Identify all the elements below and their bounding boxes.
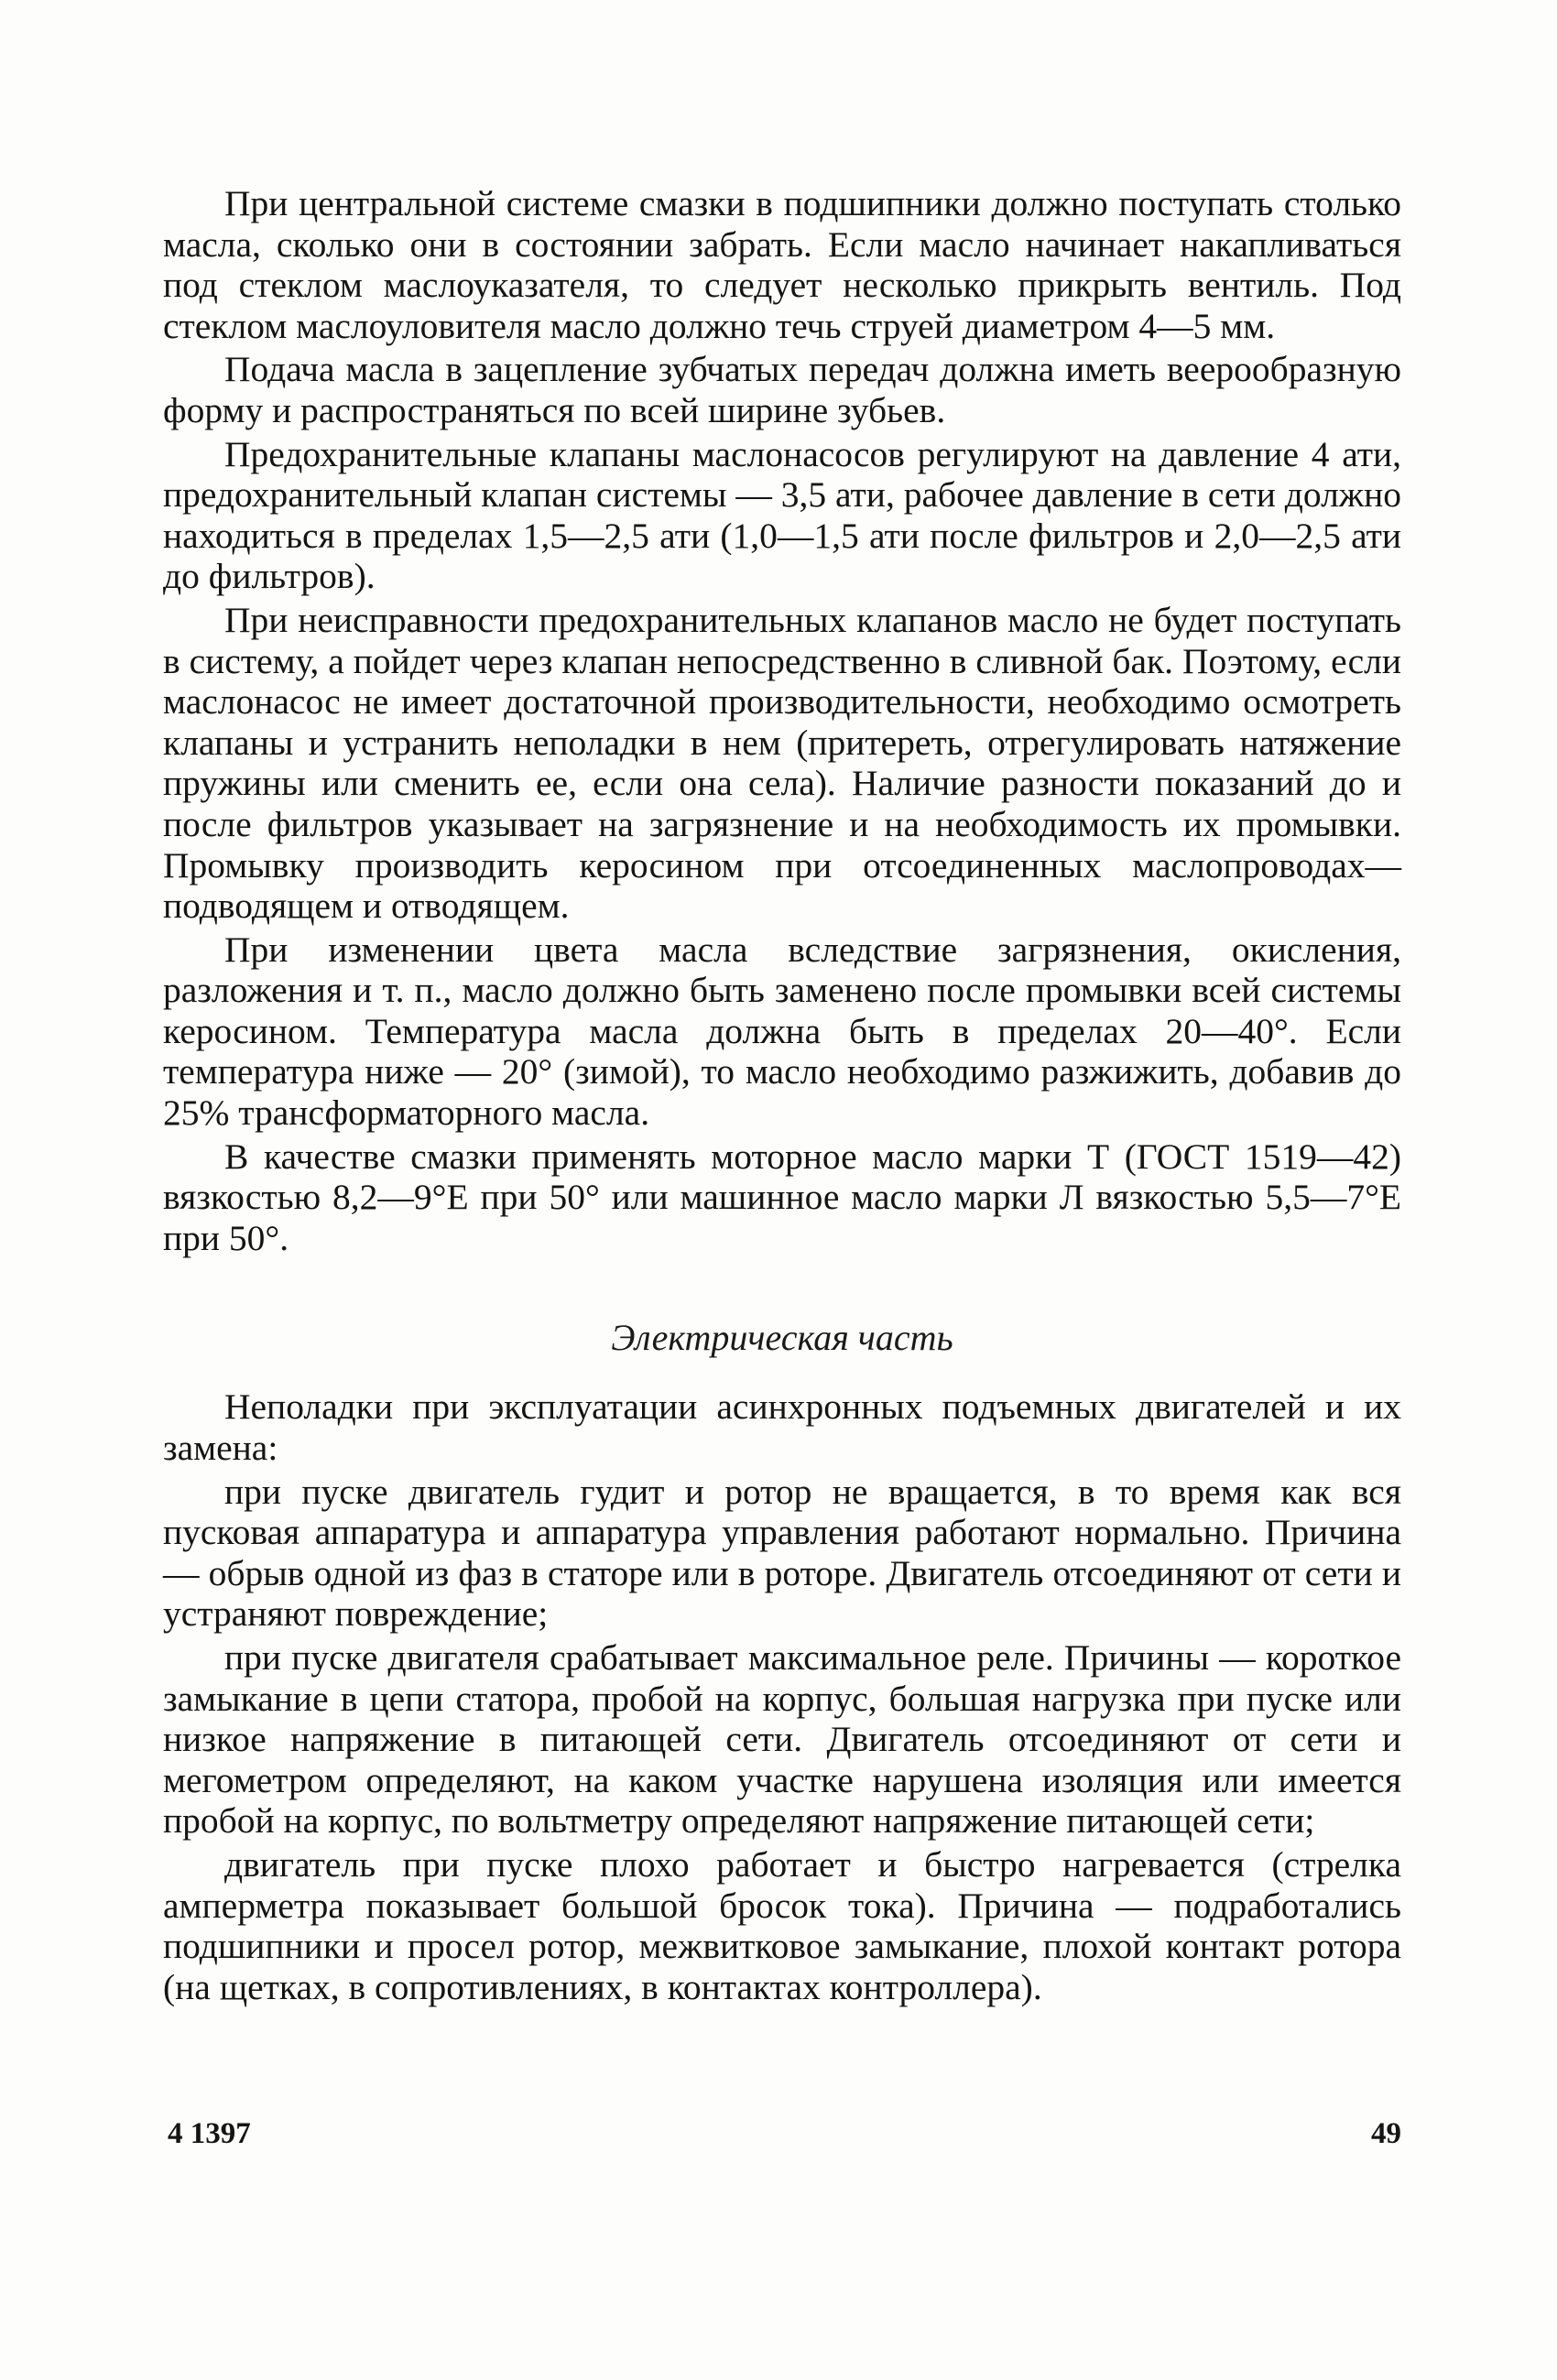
paragraph-max-relay: при пуске двигателя срабатывает максимальное реле. Причины — короткое замыкание в цепи статора, пробой на корпус, большая нагрузка при пуске или низкое напряжение в питающей сети. Двигатель отсоединяют от сети и мегометром определяют, на каком участке нарушена изоляция или имеется пробой на корпус, по вольтметру определяют напряжение питающей сети; (163, 1637, 1401, 1842)
body-text (163, 183, 1401, 2010)
page-footer (163, 2117, 1401, 2157)
paragraph-motor-faults-intro: Неполадки при эксплуатации асинхронных подъемных двигателей и их замена: (163, 1386, 1401, 1469)
paragraph-motor-hums: при пуске двигатель гудит и ротор не вращается, в то время как вся пусковая аппаратура и аппаратура управления работают нормально. Причина — обрыв одной из фаз в статоре или в роторе. Двигатель отсоединяют от сети и устраняют повреждение; (163, 1471, 1401, 1635)
paragraph-central-lubrication: При центральной системе смазки в подшипники должно поступать столько масла, сколько они в состоянии забрать. Если масло начинает накапливаться под стеклом маслоуказателя, то следует несколько прикрыть вентиль. Под стеклом маслоуловителя масло должно течь струей диаметром 4—5 мм. (163, 183, 1401, 346)
section-heading: Электрическая часть (611, 1317, 953, 1359)
page-number: 49 (1371, 2117, 1401, 2150)
printer-signature: 4 1397 (168, 2117, 251, 2150)
paragraph-safety-valves: Предохранительные клапаны маслонасосов регулируют на давление 4 ати, предохранительный клапан системы — 3,5 ати, рабочее давление в сети должно находиться в пределах 1,5—2,5 ати (1,0—1,5 ати после фильтров и 2,0—2,5 ати до фильтров). (163, 433, 1401, 597)
paragraph-oil-change: При изменении цвета масла вследствие загрязнения, окисления, разложения и т. п., масло должно быть заменено после промывки всей системы керосином. Температура масла должна быть в пределах 20—40°. Если температура ниже — 20° (зимой), то масло необходимо разжижить, добавив до 25% трансформаторного масла. (163, 929, 1401, 1134)
paragraph-oil-supply-gears: Подача масла в зацепление зубчатых передач должна иметь веерообразную форму и распространяться по всей ширине зубьев. (163, 349, 1401, 430)
paragraph-motor-overheats: двигатель при пуске плохо работает и быстро нагревается (стрелка амперметра показывает большой бросок тока). Причина — подработались подшипники и просел ротор, межвитковое замыкание, плохой контакт ротора (на щетках, в сопротивлениях, в контактах контроллера). (163, 1843, 1401, 2007)
paragraph-oil-grades: В качестве смазки применять моторное масло марки Т (ГОСТ 1519—42) вязкостью 8,2—9°Е при 50° или машинное масло марки Л вязкостью 5,5—7°Е при 50°. (163, 1136, 1401, 1258)
paragraph-valve-faults: При неисправности предохранительных клапанов масло не будет поступать в систему, а пойдет через клапан непосредственно в сливной бак. Поэтому, если маслонасос не имеет достаточной производительности, необходимо осмотреть клапаны и устранить неполадки в нем (притереть, отрегулировать натяжение пружины или сменить ее, если она села). Наличие разности показаний до и после фильтров указывает на загрязнение и на необходимость их промывки. Промывку производить керосином при отсоединенных маслопроводах—подводящем и отводящем. (163, 599, 1401, 927)
